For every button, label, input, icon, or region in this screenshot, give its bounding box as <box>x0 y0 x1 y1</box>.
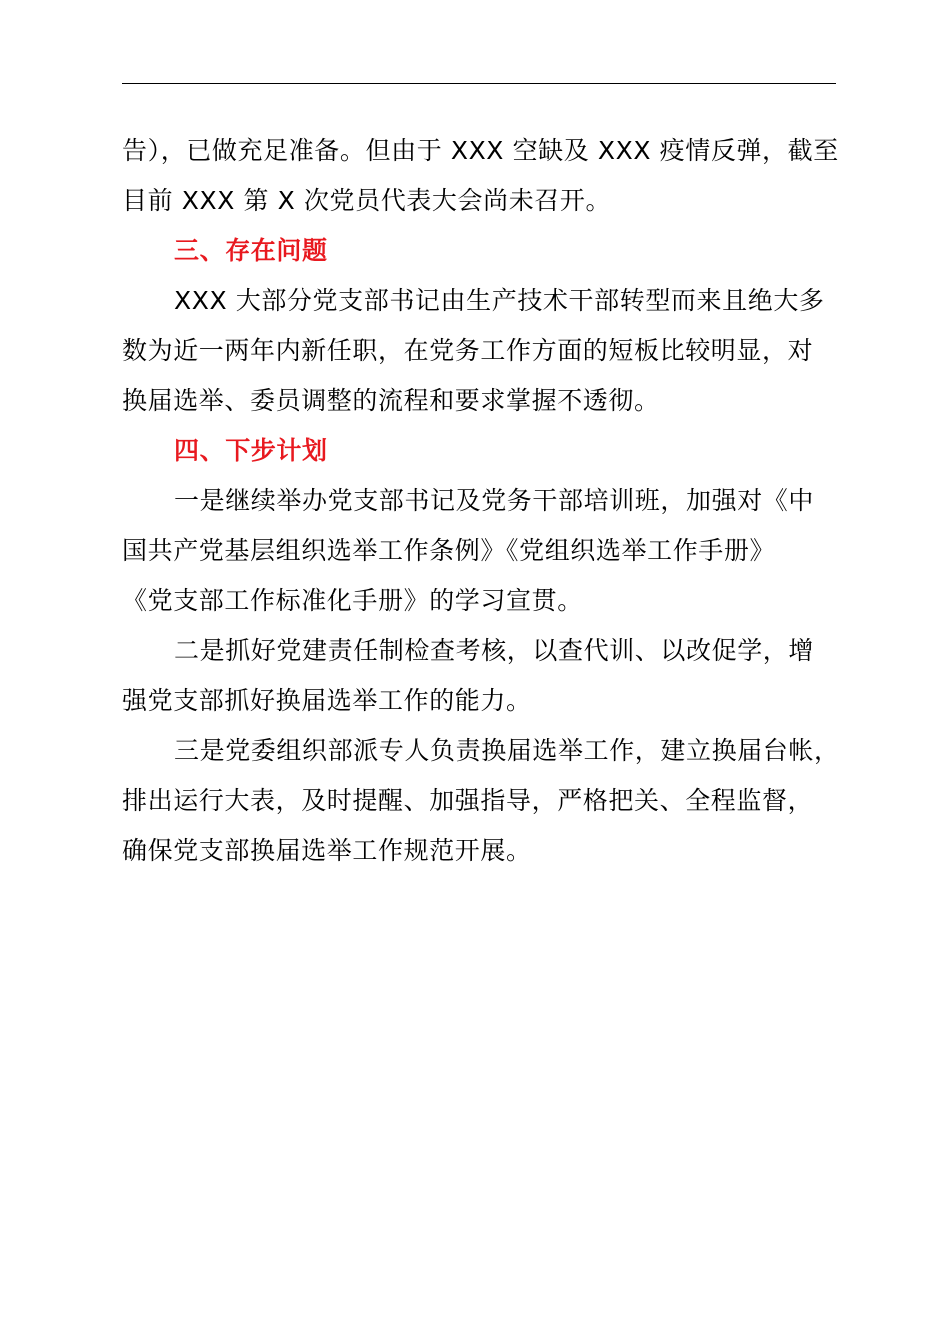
document-body <box>122 126 840 876</box>
text-line: 数为近一两年内新任职，在党务工作方面的短板比较明显，对 <box>122 336 814 365</box>
text-line: 排出运行大表，及时提醒、加强指导，严格把关、全程监督， <box>122 786 814 815</box>
text-line: 告），已做充足准备。但由于 XXX 空缺及 XXX 疫情反弹，截至 <box>122 136 839 165</box>
text-line: XXX 大部分党支部书记由生产技术干部转型而来且绝大多 <box>174 286 825 315</box>
section-heading-next-steps: 四、下步计划 <box>174 436 328 465</box>
plan-paragraph-2 <box>122 626 840 726</box>
text-line: 确保党支部换届选举工作规范开展。 <box>122 836 532 865</box>
header-rule <box>122 83 836 84</box>
text-line: 换届选举、委员调整的流程和要求掌握不透彻。 <box>122 386 660 415</box>
text-line: 目前 XXX 第 X 次党员代表大会尚未召开。 <box>122 186 612 215</box>
problems-paragraph <box>122 276 840 426</box>
text-line: 二是抓好党建责任制检查考核，以查代训、以改促学，增 <box>174 636 815 665</box>
plan-paragraph-1 <box>122 476 840 626</box>
text-line: 一是继续举办党支部书记及党务干部培训班，加强对《中 <box>174 486 815 515</box>
text-line: 强党支部抓好换届选举工作的能力。 <box>122 686 532 715</box>
text-line: 国共产党基层组织选举工作条例》《党组织选举工作手册》 <box>122 536 776 565</box>
text-line: 《党支部工作标准化手册》的学习宣贯。 <box>122 586 583 615</box>
section-heading-problems: 三、存在问题 <box>174 236 328 265</box>
text-line: 三是党委组织部派专人负责换届选举工作，建立换届台帐， <box>174 736 840 765</box>
intro-paragraph <box>122 126 840 226</box>
plan-paragraph-3 <box>122 726 840 876</box>
